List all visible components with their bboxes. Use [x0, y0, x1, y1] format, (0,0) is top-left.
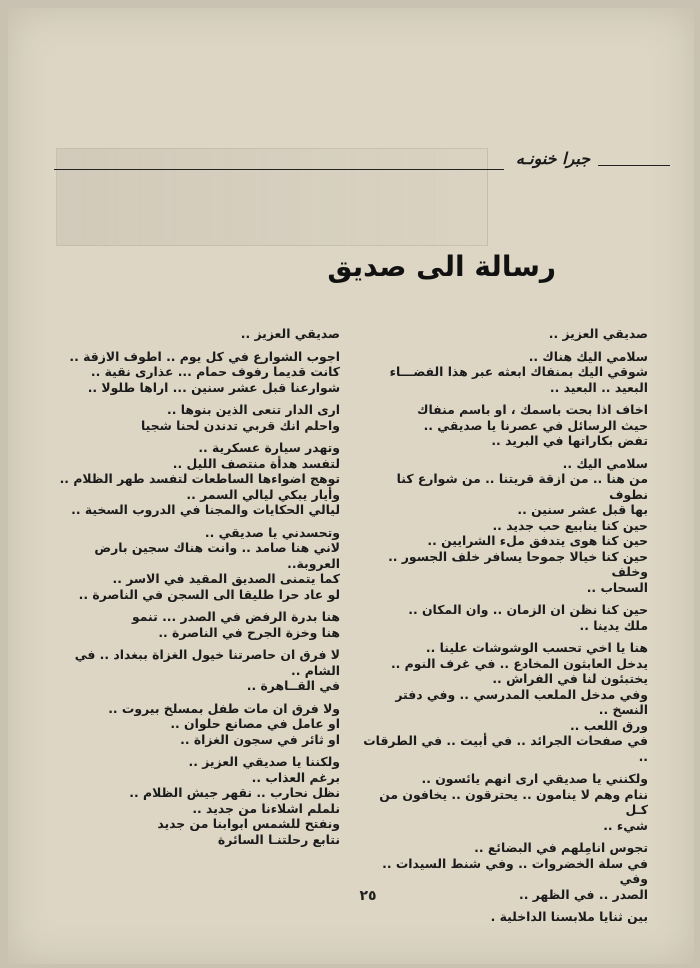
article-title: رسالة الى صديق — [327, 250, 556, 283]
poem-line: البعيد .. البعيد .. — [549, 379, 648, 395]
poem-line: السحاب .. — [586, 579, 648, 595]
poem-line: لتفسد هدأة منتصف الليل .. — [172, 455, 340, 471]
poem-line: او ثائر في سجون الغزاة .. — [180, 731, 340, 747]
poem-stanza — [50, 402, 340, 433]
poem-line: صديقي العزيز .. — [240, 326, 340, 341]
poem-stanza — [358, 326, 648, 342]
poem-line: واحلم انك قربي تدندن لحنا شجيا — [141, 417, 340, 433]
poem-line: يدخل العابثون المخادع .. في غرف النوم .. — [390, 655, 648, 671]
poem-line: كانت قديما رفوف حمام ... عذارى نقية .. — [90, 364, 340, 379]
poem-line: حين كنا هوى يتدفق ملء الشرايين .. — [427, 533, 648, 548]
poem-line: اخاف اذا بحت باسمك ، او باسم منفاك — [417, 402, 648, 417]
poem-line: في سلة الخضروات .. وفي شنط السيدات .. وفي — [382, 855, 648, 886]
poem-line: هنا وخزة الجرح في الناصرة .. — [158, 624, 340, 640]
poem-line: حين كنا نظن ان الزمان .. وان المكان .. — [408, 602, 648, 617]
poem-line: تجوس انامِلهم في البضائع .. — [474, 840, 648, 855]
poem-line: ليالي الحكايات والمجنا في الدروب السخية .. — [71, 502, 340, 517]
poem-line: شوقي اليك بمنفاك ابعثه عبر هذا الفضـــاء — [389, 364, 648, 379]
author-rule-left — [54, 169, 504, 170]
poem-line: او عامل في مصانع حلوان .. — [170, 716, 340, 731]
poem-stanza — [50, 525, 340, 603]
poem-stanza — [50, 701, 340, 748]
poem-line: ملك يدينا .. — [579, 617, 648, 633]
poem-line: سلامي اليك هناك .. — [528, 348, 648, 364]
poem-line: ننام وهم لا ينامون .. يحترقون .. يخافون من كـل — [379, 786, 648, 817]
poem-line: سلامي اليك .. — [562, 455, 648, 471]
poem-line: هنا يا اخي تحسب الوشوشات علينا .. — [425, 640, 648, 655]
poem-stanza — [50, 326, 340, 342]
poem-stanza — [358, 840, 648, 902]
poem-line: تفض بكاراتها في البريد .. — [491, 433, 648, 448]
poem-line: كما يتمنى الصديق المقيد في الاسر .. — [112, 571, 340, 586]
poem-line: حيث الرسائل في عصرنا يا صديقي .. — [423, 417, 648, 433]
poem-line: في القــاهرة .. — [246, 678, 340, 693]
poem-line: ولا فرق ان مات طفل بمسلخ بيروت .. — [108, 700, 340, 716]
poem-line: برغم العذاب .. — [251, 769, 340, 785]
poem-line: لو عاد حرا طليقا الى السجن في الناصرة .. — [78, 586, 340, 602]
poem-column-left — [50, 326, 340, 854]
poem-stanza — [358, 771, 648, 833]
poem-stanza — [358, 402, 648, 449]
poem-line: صديقي العزيز .. — [548, 326, 648, 341]
poem-line: الصدر .. في الظهر .. — [519, 886, 648, 902]
poem-stanza — [50, 609, 340, 640]
poem-stanza — [50, 754, 340, 847]
poem-line: يختبئون لنا في الفراش .. — [492, 671, 648, 686]
poem-line: نلملم اشلاءنا من جديد .. — [192, 800, 340, 816]
poem-line: حين كنا خيالا جموحا يسافر خلف الجسور .. وخلف — [388, 548, 648, 579]
poem-line: بين ثنايا ملابسنا الداخلية . — [490, 909, 648, 924]
poem-line: ورق اللعب .. — [569, 717, 648, 733]
poem-line: ونفتح للشمس ابوابنا من جديد — [157, 816, 340, 831]
poem-line: وتحسدني يا صديقي .. — [204, 524, 340, 540]
poem-line: هنا بدرة الرفض في الصدر ... تنمو — [131, 609, 340, 624]
poem-line: ولكننا يا صديقي العزيز .. — [188, 754, 340, 769]
poem-line: لاني هنا صامد .. وانت هناك سجين بارض العروبة.. — [94, 540, 340, 571]
poem-line: من هنا .. من ازقة قريتنا .. من شوارع كنا نطوف — [396, 471, 648, 502]
poem-line: شيء .. — [603, 817, 648, 833]
poem-line: نظل نحارب .. نقهر جيش الظلام .. — [129, 785, 340, 800]
poem-stanza — [358, 640, 648, 764]
poem-stanza — [358, 349, 648, 396]
magazine-page — [8, 8, 694, 964]
poem-stanza — [50, 647, 340, 694]
poem-line: شوارعنا قبل عشر سنين ... اراها طلولا .. — [87, 379, 340, 395]
poem-line: اجوب الشوارع في كل يوم .. اطوف الازقة .. — [69, 348, 340, 364]
poem-line: نتابع رحلتنـا السائرة — [217, 831, 340, 847]
poem-line: لا فرق ان حاصرتنا خيول الغزاة ببغداد .. في الشام .. — [74, 647, 340, 678]
poem-line: ولكنني يا صديقي ارى انهم يائسون .. — [421, 771, 648, 786]
page-number: ٢٥ — [359, 888, 377, 904]
poem-stanza — [358, 456, 648, 596]
poem-line: توهج اضواءها الساطعات لتفسد طهر الظلام .. — [59, 471, 340, 486]
poem-line: ارى الدار تنعى الذين بنوها .. — [167, 402, 340, 417]
faded-header-graphic — [56, 148, 488, 246]
author-rule-right — [598, 165, 670, 166]
poem-line: وفي مدخل الملعب المدرسي .. وفي دفتر النسخ .. — [395, 686, 648, 717]
poem-line: وأيار يبكي ليالي السمر .. — [186, 486, 340, 502]
poem-column-right — [358, 326, 648, 932]
author-name: جبرا خنونـه — [515, 149, 591, 168]
poem-line: حين كنا ينابيع حب جديد .. — [492, 517, 648, 533]
poem-stanza — [50, 349, 340, 396]
poem-line: في صفحات الجرائد .. في أبيت .. في الطرقات .. — [363, 733, 648, 764]
poem-stanza — [358, 602, 648, 633]
poem-stanza — [50, 440, 340, 518]
poem-line: بها قبل عشر سنين .. — [517, 502, 648, 517]
poem-stanza — [358, 909, 648, 925]
poem-line: وتهدر سيارة عسكرية .. — [198, 440, 340, 455]
